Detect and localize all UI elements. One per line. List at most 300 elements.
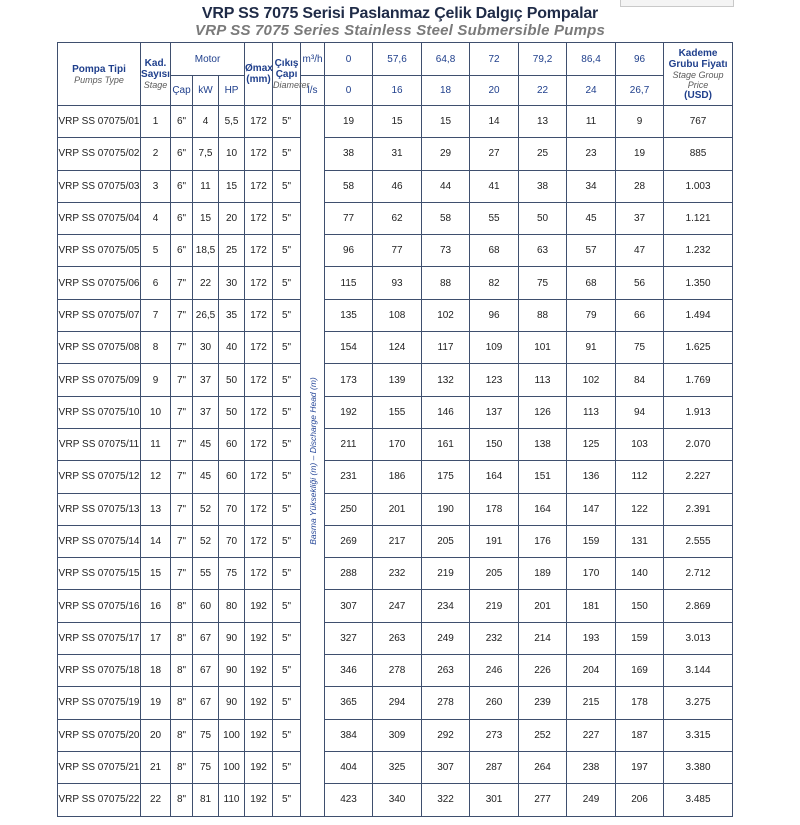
cell-head: 249 (422, 622, 470, 654)
flow-ls-6: 26,7 (616, 76, 664, 106)
cell-head: 102 (567, 364, 616, 396)
cell-price: 885 (664, 138, 733, 170)
cell-pump-type: VRP SS 07075/16 (58, 590, 141, 622)
cell-pump-type: VRP SS 07075/14 (58, 525, 141, 557)
cell-pump-type: VRP SS 07075/11 (58, 428, 141, 460)
cell-pump-type: VRP SS 07075/20 (58, 719, 141, 751)
cell-head: 113 (567, 396, 616, 428)
cell-head: 23 (567, 138, 616, 170)
cell-outlet: 5" (273, 170, 301, 202)
cell-outlet: 5" (273, 106, 301, 138)
header-hp: HP (219, 76, 245, 106)
cell-price: 2.712 (664, 558, 733, 590)
cell-head: 301 (470, 784, 519, 816)
cell-head: 249 (567, 784, 616, 816)
cell-pump-type: VRP SS 07075/07 (58, 299, 141, 331)
cell-head: 58 (325, 170, 373, 202)
cell-price: 767 (664, 106, 733, 138)
cell-stage: 6 (141, 267, 171, 299)
cell-omax: 172 (245, 461, 273, 493)
cell-outlet: 5" (273, 138, 301, 170)
cell-head: 278 (373, 655, 422, 687)
cell-cap: 6" (171, 170, 193, 202)
cell-head: 103 (616, 428, 664, 460)
cell-head: 340 (373, 784, 422, 816)
cell-head: 102 (422, 299, 470, 331)
cell-head: 187 (616, 719, 664, 751)
cell-kw: 45 (193, 461, 219, 493)
cell-hp: 70 (219, 493, 245, 525)
cell-stage: 8 (141, 332, 171, 364)
pump-table (57, 42, 733, 817)
table-row (58, 784, 733, 816)
cell-hp: 10 (219, 138, 245, 170)
cell-price: 1.232 (664, 235, 733, 267)
header-stage (141, 43, 171, 106)
cell-head: 58 (422, 202, 470, 234)
cell-head: 232 (470, 622, 519, 654)
cell-pump-type: VRP SS 07075/05 (58, 235, 141, 267)
cell-head: 260 (470, 687, 519, 719)
cell-cap: 8" (171, 784, 193, 816)
cell-omax: 172 (245, 558, 273, 590)
header-cap: Çap (171, 76, 193, 106)
cell-head: 164 (519, 493, 567, 525)
cell-cap: 7" (171, 332, 193, 364)
cell-stage: 16 (141, 590, 171, 622)
cell-kw: 37 (193, 364, 219, 396)
cell-head: 191 (470, 525, 519, 557)
header-motor: Motor (171, 43, 245, 76)
cell-head: 226 (519, 655, 567, 687)
cell-hp: 40 (219, 332, 245, 364)
flow-m3h-4: 79,2 (519, 43, 567, 76)
cell-head: 325 (373, 751, 422, 783)
header-pump-type-en: Pumps Type (74, 74, 124, 85)
cell-head: 150 (616, 590, 664, 622)
cell-kw: 18,5 (193, 235, 219, 267)
table-row (58, 299, 733, 331)
cell-head: 169 (616, 655, 664, 687)
cell-hp: 75 (219, 558, 245, 590)
cell-outlet: 5" (273, 235, 301, 267)
cell-pump-type: VRP SS 07075/17 (58, 622, 141, 654)
cell-cap: 7" (171, 525, 193, 557)
cell-head: 211 (325, 428, 373, 460)
cell-cap: 6" (171, 138, 193, 170)
cell-omax: 172 (245, 332, 273, 364)
cell-head: 404 (325, 751, 373, 783)
cell-head: 159 (616, 622, 664, 654)
cell-head: 13 (519, 106, 567, 138)
cell-price: 3.013 (664, 622, 733, 654)
cell-head: 34 (567, 170, 616, 202)
cell-outlet: 5" (273, 655, 301, 687)
cell-stage: 13 (141, 493, 171, 525)
cell-outlet: 5" (273, 525, 301, 557)
cell-stage: 5 (141, 235, 171, 267)
table-row (58, 622, 733, 654)
header-price-en: Stage Group Price (672, 69, 724, 90)
cell-head: 204 (567, 655, 616, 687)
cell-head: 125 (567, 428, 616, 460)
cell-omax: 172 (245, 138, 273, 170)
cell-head: 108 (373, 299, 422, 331)
cell-kw: 11 (193, 170, 219, 202)
cell-stage: 2 (141, 138, 171, 170)
cell-pump-type: VRP SS 07075/02 (58, 138, 141, 170)
table-row (58, 396, 733, 428)
cell-pump-type: VRP SS 07075/21 (58, 751, 141, 783)
cell-pump-type: VRP SS 07075/10 (58, 396, 141, 428)
cell-cap: 7" (171, 493, 193, 525)
discharge-head-label-cell (301, 106, 325, 817)
table-row (58, 267, 733, 299)
cell-head: 126 (519, 396, 567, 428)
flow-ls-3: 20 (470, 76, 519, 106)
cell-head: 238 (567, 751, 616, 783)
cell-pump-type: VRP SS 07075/18 (58, 655, 141, 687)
cell-outlet: 5" (273, 267, 301, 299)
cell-kw: 52 (193, 493, 219, 525)
cell-omax: 192 (245, 687, 273, 719)
cell-hp: 70 (219, 525, 245, 557)
cell-head: 178 (616, 687, 664, 719)
cell-cap: 7" (171, 428, 193, 460)
flow-m3h-6: 96 (616, 43, 664, 76)
cell-hp: 100 (219, 751, 245, 783)
cell-hp: 5,5 (219, 106, 245, 138)
cell-pump-type: VRP SS 07075/01 (58, 106, 141, 138)
cell-head: 94 (616, 396, 664, 428)
cell-hp: 15 (219, 170, 245, 202)
cell-head: 15 (422, 106, 470, 138)
cell-head: 170 (567, 558, 616, 590)
cell-stage: 22 (141, 784, 171, 816)
discharge-head-label: Basma Yüksekliği (m) – Discharge Head (m) (307, 376, 318, 545)
cell-head: 294 (373, 687, 422, 719)
cell-hp: 60 (219, 428, 245, 460)
cell-head: 77 (325, 202, 373, 234)
cell-head: 96 (470, 299, 519, 331)
cell-head: 47 (616, 235, 664, 267)
cell-cap: 8" (171, 751, 193, 783)
cell-head: 139 (373, 364, 422, 396)
table-row (58, 170, 733, 202)
cell-kw: 7,5 (193, 138, 219, 170)
cell-head: 91 (567, 332, 616, 364)
header-outlet-tr: Çıkış Çapı (274, 58, 299, 80)
flow-ls-4: 22 (519, 76, 567, 106)
cell-omax: 172 (245, 202, 273, 234)
cell-kw: 52 (193, 525, 219, 557)
cell-pump-type: VRP SS 07075/03 (58, 170, 141, 202)
cell-stage: 20 (141, 719, 171, 751)
cell-cap: 7" (171, 364, 193, 396)
cell-head: 150 (470, 428, 519, 460)
cell-head: 219 (422, 558, 470, 590)
cell-pump-type: VRP SS 07075/06 (58, 267, 141, 299)
cell-head: 173 (325, 364, 373, 396)
cell-cap: 6" (171, 202, 193, 234)
cell-head: 75 (616, 332, 664, 364)
cell-pump-type: VRP SS 07075/12 (58, 461, 141, 493)
header-row-1 (58, 43, 733, 76)
cell-omax: 172 (245, 106, 273, 138)
cell-head: 138 (519, 428, 567, 460)
cell-head: 136 (567, 461, 616, 493)
cell-head: 231 (325, 461, 373, 493)
cell-stage: 12 (141, 461, 171, 493)
cell-hp: 90 (219, 655, 245, 687)
table-row (58, 364, 733, 396)
cell-head: 287 (470, 751, 519, 783)
cell-head: 96 (325, 235, 373, 267)
table-row (58, 558, 733, 590)
flow-ls-5: 24 (567, 76, 616, 106)
cell-kw: 67 (193, 687, 219, 719)
cell-head: 75 (519, 267, 567, 299)
cell-head: 423 (325, 784, 373, 816)
cell-head: 269 (325, 525, 373, 557)
cell-head: 82 (470, 267, 519, 299)
cell-hp: 30 (219, 267, 245, 299)
cell-head: 250 (325, 493, 373, 525)
cell-omax: 192 (245, 719, 273, 751)
cell-cap: 8" (171, 622, 193, 654)
cell-head: 292 (422, 719, 470, 751)
cell-head: 38 (325, 138, 373, 170)
header-omax-unit: (mm) (246, 74, 271, 85)
cell-outlet: 5" (273, 622, 301, 654)
cell-head: 122 (616, 493, 664, 525)
header-unit-m3h: m³/h (301, 43, 325, 76)
cell-hp: 20 (219, 202, 245, 234)
table-row (58, 719, 733, 751)
cell-stage: 19 (141, 687, 171, 719)
cell-head: 205 (422, 525, 470, 557)
cell-head: 147 (567, 493, 616, 525)
cell-kw: 30 (193, 332, 219, 364)
cell-head: 73 (422, 235, 470, 267)
table-row (58, 687, 733, 719)
page-subtitle: VRP SS 7075 Series Stainless Steel Submersible Pumps (194, 22, 606, 39)
cell-price: 2.227 (664, 461, 733, 493)
cell-head: 27 (470, 138, 519, 170)
cell-head: 57 (567, 235, 616, 267)
cell-head: 155 (373, 396, 422, 428)
cell-hp: 90 (219, 687, 245, 719)
cell-pump-type: VRP SS 07075/09 (58, 364, 141, 396)
cell-head: 101 (519, 332, 567, 364)
cell-pump-type: VRP SS 07075/22 (58, 784, 141, 816)
header-omax (245, 43, 273, 106)
cell-head: 239 (519, 687, 567, 719)
flow-m3h-0: 0 (325, 43, 373, 76)
cell-head: 307 (325, 590, 373, 622)
cell-price: 1.121 (664, 202, 733, 234)
cell-head: 214 (519, 622, 567, 654)
cell-outlet: 5" (273, 461, 301, 493)
cell-outlet: 5" (273, 493, 301, 525)
cell-kw: 55 (193, 558, 219, 590)
cell-head: 232 (373, 558, 422, 590)
cell-head: 46 (373, 170, 422, 202)
cell-pump-type: VRP SS 07075/15 (58, 558, 141, 590)
cell-cap: 8" (171, 655, 193, 687)
table-body (58, 106, 733, 817)
cell-head: 117 (422, 332, 470, 364)
cell-hp: 110 (219, 784, 245, 816)
cell-kw: 22 (193, 267, 219, 299)
cell-outlet: 5" (273, 590, 301, 622)
cell-head: 263 (373, 622, 422, 654)
cell-head: 79 (567, 299, 616, 331)
cell-kw: 4 (193, 106, 219, 138)
cell-stage: 14 (141, 525, 171, 557)
cell-hp: 35 (219, 299, 245, 331)
cell-price: 2.869 (664, 590, 733, 622)
header-price-unit: (USD) (684, 89, 712, 101)
cell-head: 93 (373, 267, 422, 299)
flow-m3h-5: 86,4 (567, 43, 616, 76)
cell-head: 170 (373, 428, 422, 460)
header-stage-tr: Kad. Sayısı (141, 58, 170, 80)
cell-head: 31 (373, 138, 422, 170)
cell-cap: 7" (171, 267, 193, 299)
page-title: VRP SS 7075 Serisi Paslanmaz Çelik Dalgıç Pompalar (201, 5, 599, 22)
flow-m3h-2: 64,8 (422, 43, 470, 76)
cell-head: 112 (616, 461, 664, 493)
cell-head: 197 (616, 751, 664, 783)
cell-cap: 7" (171, 299, 193, 331)
cell-kw: 75 (193, 719, 219, 751)
cell-price: 3.315 (664, 719, 733, 751)
table-row (58, 493, 733, 525)
table-row (58, 525, 733, 557)
cell-price: 1.494 (664, 299, 733, 331)
cell-head: 124 (373, 332, 422, 364)
cell-head: 234 (422, 590, 470, 622)
cell-outlet: 5" (273, 784, 301, 816)
cell-head: 135 (325, 299, 373, 331)
cell-head: 68 (567, 267, 616, 299)
cell-price: 2.070 (664, 428, 733, 460)
flow-m3h-3: 72 (470, 43, 519, 76)
cell-head: 246 (470, 655, 519, 687)
cell-head: 264 (519, 751, 567, 783)
cell-hp: 50 (219, 364, 245, 396)
cell-cap: 7" (171, 558, 193, 590)
cell-price: 3.485 (664, 784, 733, 816)
header-outlet (273, 43, 310, 106)
cell-kw: 26,5 (193, 299, 219, 331)
cell-head: 346 (325, 655, 373, 687)
header-pump-type (58, 43, 141, 106)
cell-stage: 9 (141, 364, 171, 396)
cell-head: 206 (616, 784, 664, 816)
cell-hp: 25 (219, 235, 245, 267)
cell-pump-type: VRP SS 07075/04 (58, 202, 141, 234)
cell-head: 28 (616, 170, 664, 202)
cell-head: 56 (616, 267, 664, 299)
cell-price: 1.625 (664, 332, 733, 364)
cell-price: 2.555 (664, 525, 733, 557)
cell-outlet: 5" (273, 364, 301, 396)
cell-head: 29 (422, 138, 470, 170)
cell-head: 215 (567, 687, 616, 719)
flow-ls-1: 16 (373, 76, 422, 106)
cell-pump-type: VRP SS 07075/13 (58, 493, 141, 525)
cell-outlet: 5" (273, 202, 301, 234)
cell-head: 384 (325, 719, 373, 751)
cell-head: 151 (519, 461, 567, 493)
cell-head: 41 (470, 170, 519, 202)
cell-head: 277 (519, 784, 567, 816)
cell-stage: 4 (141, 202, 171, 234)
cell-head: 252 (519, 719, 567, 751)
cell-stage: 17 (141, 622, 171, 654)
cell-cap: 6" (171, 106, 193, 138)
cell-stage: 3 (141, 170, 171, 202)
cell-omax: 192 (245, 751, 273, 783)
cell-head: 288 (325, 558, 373, 590)
cell-cap: 8" (171, 687, 193, 719)
cell-head: 55 (470, 202, 519, 234)
cell-kw: 37 (193, 396, 219, 428)
cell-head: 273 (470, 719, 519, 751)
cell-price: 1.913 (664, 396, 733, 428)
header-pump-type-tr: Pompa Tipi (72, 63, 126, 75)
cell-head: 68 (470, 235, 519, 267)
cell-head: 178 (470, 493, 519, 525)
cell-head: 123 (470, 364, 519, 396)
cell-head: 154 (325, 332, 373, 364)
cell-cap: 7" (171, 461, 193, 493)
cell-head: 181 (567, 590, 616, 622)
cell-head: 322 (422, 784, 470, 816)
flow-m3h-1: 57,6 (373, 43, 422, 76)
cell-head: 84 (616, 364, 664, 396)
cell-outlet: 5" (273, 719, 301, 751)
table-row (58, 332, 733, 364)
cell-price: 1.003 (664, 170, 733, 202)
cell-head: 192 (325, 396, 373, 428)
cell-head: 365 (325, 687, 373, 719)
cell-head: 263 (422, 655, 470, 687)
cell-kw: 67 (193, 622, 219, 654)
cell-outlet: 5" (273, 687, 301, 719)
cell-head: 164 (470, 461, 519, 493)
cell-omax: 172 (245, 299, 273, 331)
cell-outlet: 5" (273, 428, 301, 460)
cell-head: 159 (567, 525, 616, 557)
cell-pump-type: VRP SS 07075/19 (58, 687, 141, 719)
cell-head: 247 (373, 590, 422, 622)
table-row (58, 106, 733, 138)
cell-head: 88 (519, 299, 567, 331)
table-row (58, 235, 733, 267)
table-row (58, 751, 733, 783)
cell-head: 161 (422, 428, 470, 460)
cell-head: 19 (616, 138, 664, 170)
cell-stage: 21 (141, 751, 171, 783)
cell-head: 25 (519, 138, 567, 170)
cell-hp: 90 (219, 622, 245, 654)
table-row (58, 138, 733, 170)
cell-outlet: 5" (273, 332, 301, 364)
cell-head: 186 (373, 461, 422, 493)
